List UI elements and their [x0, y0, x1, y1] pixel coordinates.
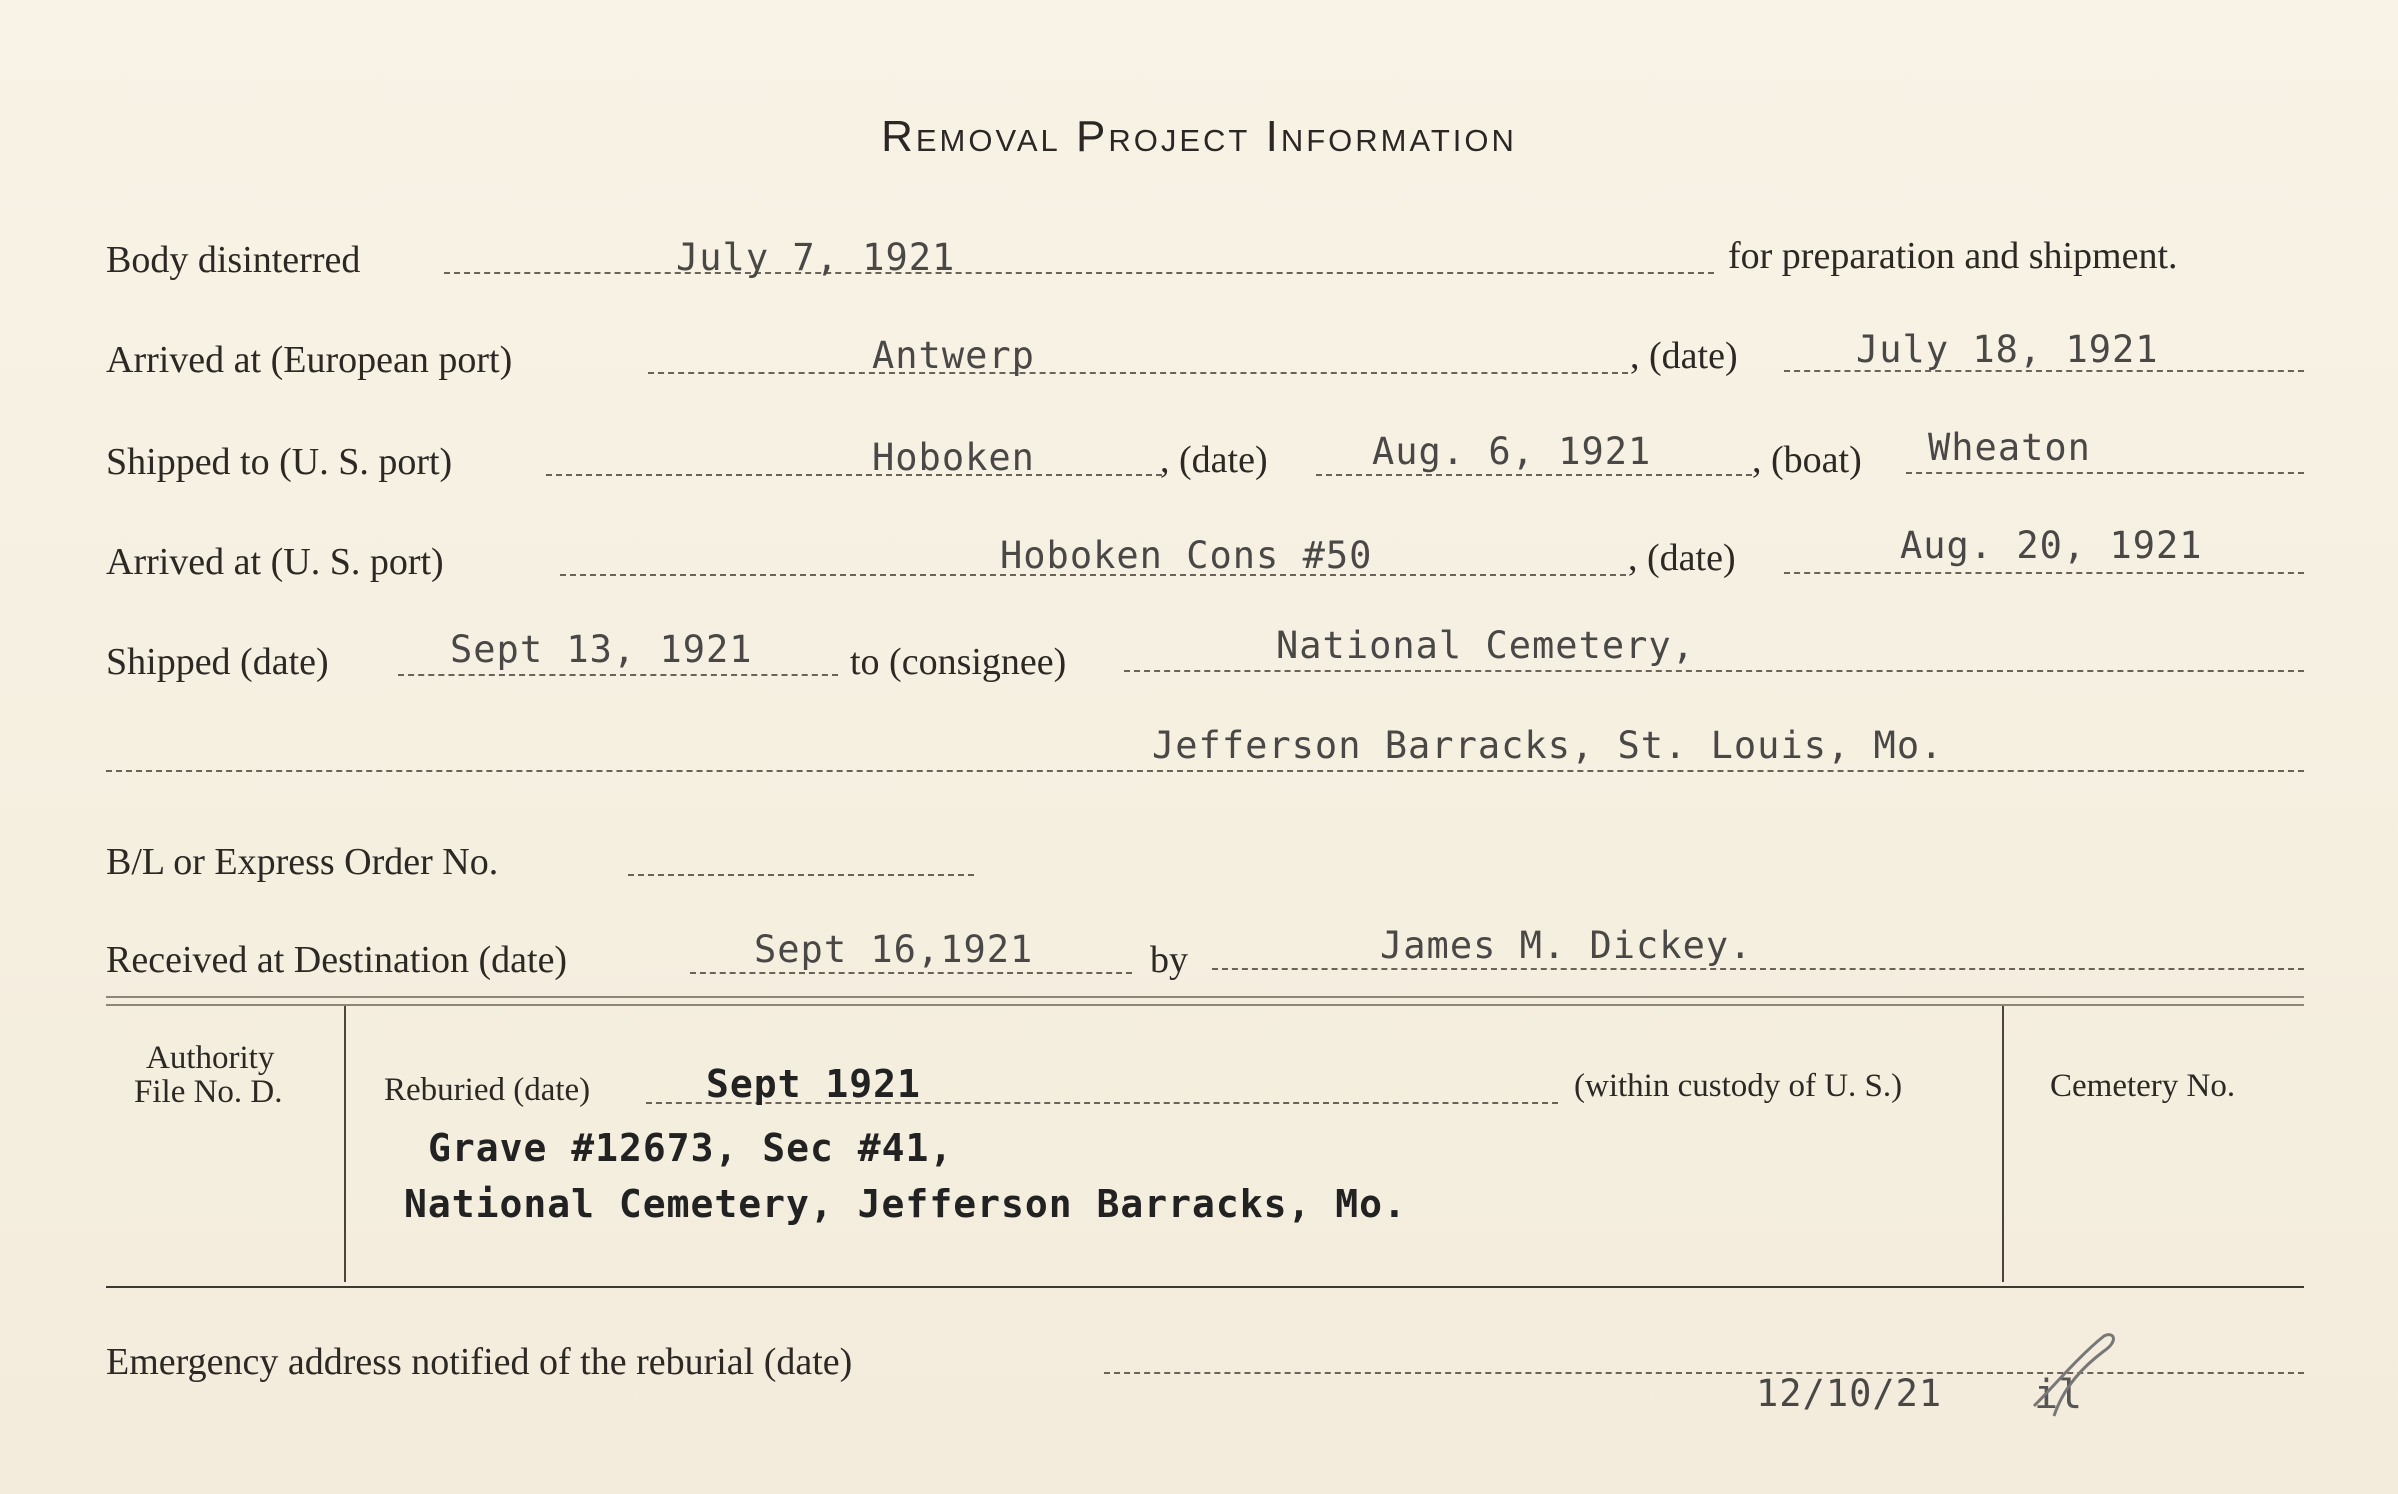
received-date-line: [690, 972, 1132, 974]
us-port-date-value: Aug. 6, 1921: [1372, 430, 1652, 473]
disinterred-line: [444, 272, 1714, 274]
arrived-us-date-value: Aug. 20, 1921: [1900, 524, 2203, 567]
arrived-us-label: Arrived at (U. S. port): [106, 541, 444, 583]
received-by-value: James M. Dickey.: [1380, 924, 1753, 967]
consignee-value-1: National Cemetery,: [1276, 624, 1695, 667]
received-label: Received at Destination (date): [106, 939, 568, 981]
us-port-value: Hoboken: [872, 436, 1035, 479]
emergency-initials: il: [2034, 1372, 2083, 1418]
us-port-label: Shipped to (U. S. port): [106, 441, 453, 483]
reburied-label: Reburied (date): [384, 1072, 591, 1108]
european-port-line: [648, 372, 1628, 374]
shipped-date-value: Sept 13, 1921: [450, 628, 753, 671]
disinterred-value: July 7, 1921: [676, 236, 956, 279]
boat-value: Wheaton: [1928, 426, 2091, 469]
bl-line: [628, 874, 974, 876]
received-date-value: Sept 16,1921: [754, 928, 1034, 971]
box-bottom-rule: [106, 1286, 2304, 1288]
emergency-line: [1104, 1372, 2304, 1374]
grave-line-2: National Cemetery, Jefferson Barracks, Mo.: [404, 1182, 1407, 1226]
boat-label: , (boat): [1752, 439, 1862, 481]
custody-label: (within custody of U. S.): [1574, 1068, 1903, 1104]
box-top-rule-2: [106, 1004, 2304, 1006]
received-by-label: by: [1150, 939, 1188, 981]
arrived-us-date-label: , (date): [1628, 537, 1736, 579]
box-divider-left: [344, 1006, 346, 1282]
us-port-date-line: [1316, 474, 1752, 476]
disinterred-suffix: for preparation and shipment.: [1728, 235, 2178, 277]
european-date-value: July 18, 1921: [1856, 328, 2159, 371]
handwritten-mark-icon: [2024, 1326, 2124, 1426]
cemetery-no-label: Cemetery No.: [2050, 1068, 2236, 1104]
arrived-us-date-line: [1784, 572, 2304, 574]
european-date-label: , (date): [1630, 335, 1738, 377]
consignee-value-2: Jefferson Barracks, St. Louis, Mo.: [1152, 724, 1944, 767]
card-title: Removal Project Information: [881, 112, 1517, 161]
grave-line-1: Grave #12673, Sec #41,: [428, 1126, 954, 1170]
reburied-date-value: Sept 1921: [706, 1062, 921, 1106]
shipped-date-label: Shipped (date): [106, 641, 329, 683]
bl-label: B/L or Express Order No.: [106, 841, 499, 883]
box-divider-right: [2002, 1006, 2004, 1282]
arrived-us-value: Hoboken Cons #50: [1000, 534, 1373, 577]
consignee-line-2: [106, 770, 2304, 772]
us-port-line: [546, 474, 1162, 476]
emergency-date-value: 12/10/21: [1756, 1372, 1943, 1415]
received-by-line: [1212, 968, 2304, 970]
consignee-label: to (consignee): [850, 641, 1067, 683]
european-port-label: Arrived at (European port): [106, 339, 513, 381]
boat-line: [1906, 472, 2304, 474]
european-port-value: Antwerp: [872, 334, 1035, 377]
authority-label: Authority: [146, 1040, 275, 1076]
authority-file-label: File No. D.: [134, 1074, 283, 1110]
us-port-date-label: , (date): [1160, 439, 1268, 481]
box-top-rule-1: [106, 996, 2304, 998]
disinterred-label: Body disinterred: [106, 239, 361, 281]
shipped-date-line: [398, 674, 838, 676]
emergency-label: Emergency address notified of the reburial (date): [106, 1341, 853, 1383]
consignee-line-1: [1124, 670, 2304, 672]
